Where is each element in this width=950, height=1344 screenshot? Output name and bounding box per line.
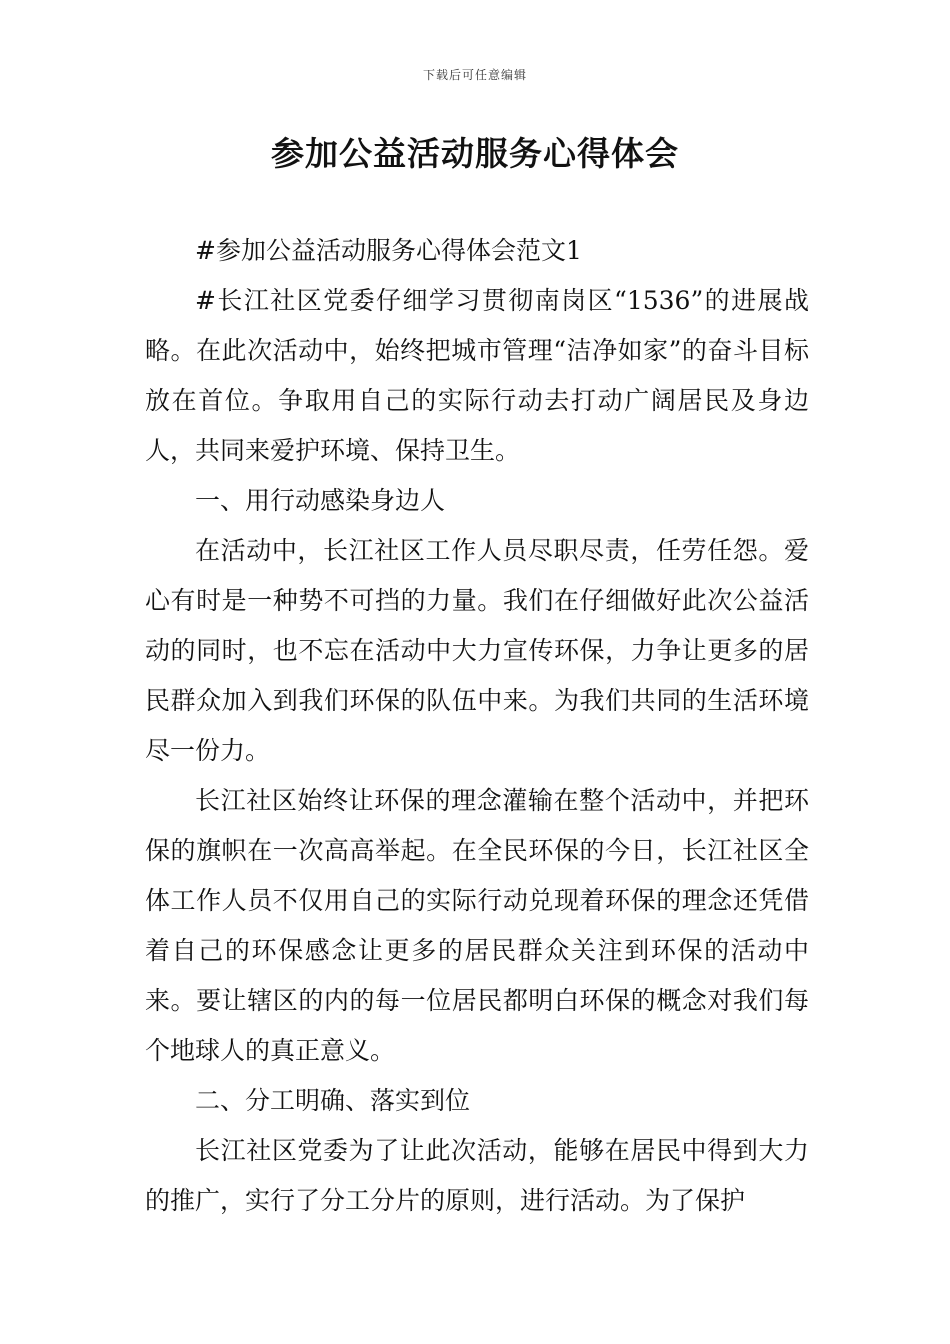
- paragraph: 在活动中，长江社区工作人员尽职尽责，任劳任怨。爱心有时是一种势不可挡的力量。我们在仔细做好此次公益活动的同时，也不忘在活动中大力宣传环保，力争让更多的居民群众加入到我们环保的队伍中来。为我们共同的生活环境尽一份力。: [145, 536, 809, 765]
- section-heading-2: 二、分工明确、落实到位: [195, 1086, 471, 1115]
- paragraph: 长江社区党委为了让此次活动，能够在居民中得到大力的推广，实行了分工分片的原则，进行活动。为了保护: [145, 1136, 809, 1215]
- paragraph-intro: #长江社区党委仔细学习贯彻南岗区“1536”的进展战略。在此次活动中，始终把城市管理“洁净如家”的奋斗目标放在首位。争取用自己的实际行动去打动广阔居民及身边人，共同来爱护环境、保持卫生。: [145, 286, 809, 465]
- section-heading-1: 一、用行动感染身边人: [195, 486, 446, 515]
- document-body: [145, 226, 809, 1226]
- paragraph-heading-sample: #参加公益活动服务心得体会范文1: [195, 236, 582, 265]
- paragraph: 长江社区始终让环保的理念灌输在整个活动中，并把环保的旗帜在一次高高举起。在全民环保的今日，长江社区全体工作人员不仅用自己的实际行动兑现着环保的理念还凭借着自己的环保感念让更多的居民群众关注到环保的活动中来。要让辖区的内的每一位居民都明白环保的概念对我们每个地球人的真正意义。: [145, 786, 809, 1065]
- document-title: 参加公益活动服务心得体会: [271, 134, 679, 173]
- header-note: 下载后可任意编辑: [422, 68, 527, 82]
